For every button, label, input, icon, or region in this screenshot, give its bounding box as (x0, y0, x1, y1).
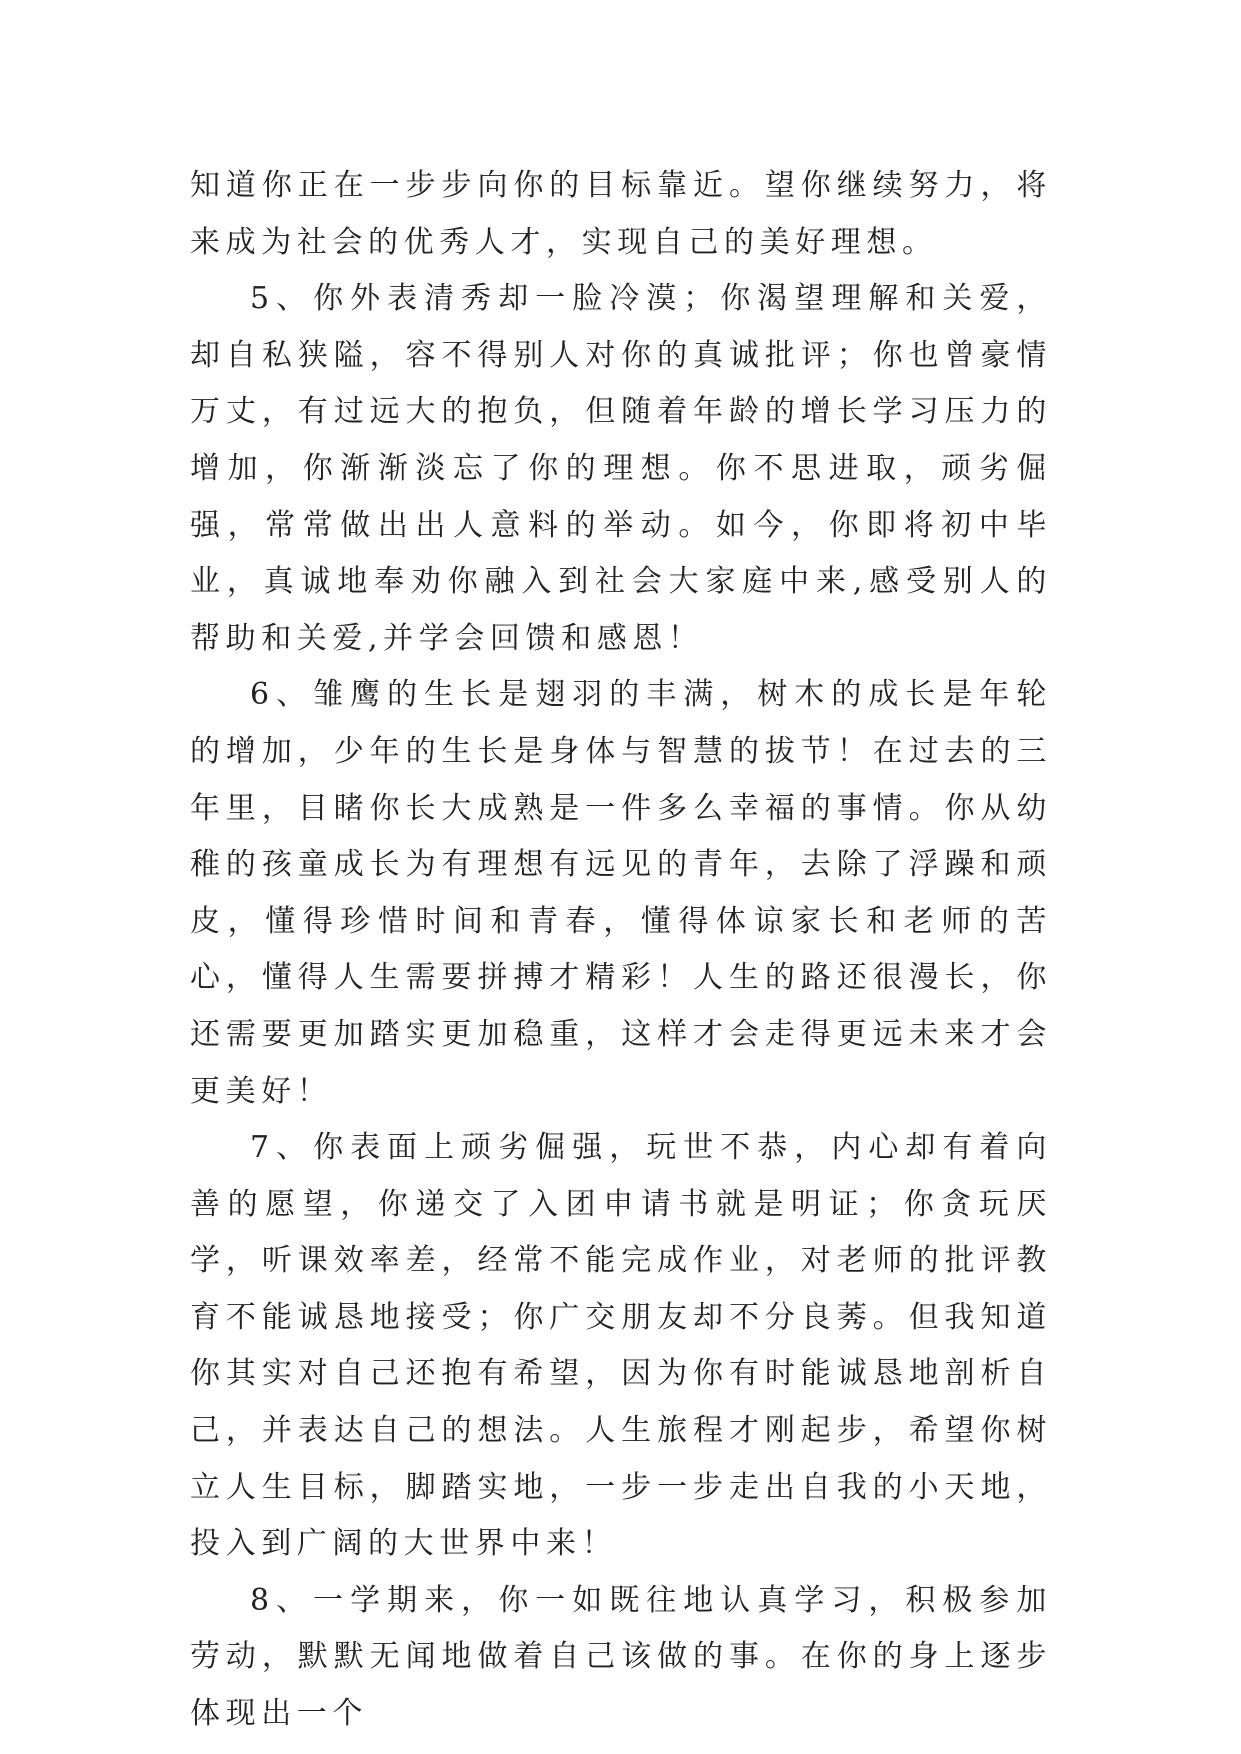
paragraph-comment-7: 7、你表面上顽劣倔强，玩世不恭，内心却有着向善的愿望，你递交了入团申请书就是明证；你贪玩厌学，听课效率差，经常不能完成作业，对老师的批评教育不能诚恳地接受；你广交朋友却不分良莠。但我知道你其实对自己还抱有希望，因为你有时能诚恳地剖析自己，并表达自己的想法。人生旅程才刚起步，希望你树立人生目标，脚踏实地，一步一步走出自我的小天地，投入到广阔的大世界中来！ (190, 1130, 1052, 1562)
paragraph-comment-5: 5、你外表清秀却一脸冷漠；你渴望理解和关爱，却自私狭隘，容不得别人对你的真诚批评；你也曾豪情万丈，有过远大的抱负，但随着年龄的增长学习压力的增加，你渐渐淡忘了你的理想。你不思进取，顽劣倔强，常常做出出人意料的举动。如今，你即将初中毕业，真诚地奉劝你融入到社会大家庭中来,感受别人的帮助和关爱,并学会回馈和感恩！ (190, 281, 1052, 656)
paragraph-comment-8: 8、一学期来，你一如既往地认真学习，积极参加劳动，默默无闻地做着自己该做的事。在你的身上逐步体现出一个 (190, 1582, 1052, 1732)
paragraph-comment-6: 6、雏鹰的生长是翅羽的丰满，树木的成长是年轮的增加，少年的生长是身体与智慧的拔节！在过去的三年里，目睹你长大成熟是一件多么幸福的事情。你从幼稚的孩童成长为有理想有远见的青年，去除了浮躁和顽皮，懂得珍惜时间和青春，懂得体谅家长和老师的苦心，懂得人生需要拼搏才精彩！人生的路还很漫长，你还需要更加踏实更加稳重，这样才会走得更远未来才会更美好！ (190, 677, 1052, 1109)
paragraph-continuation: 知道你正在一步步向你的目标靠近。望你继续努力，将来成为社会的优秀人才，实现自己的美好理想。 (190, 168, 1052, 260)
document-body (190, 158, 1052, 1743)
